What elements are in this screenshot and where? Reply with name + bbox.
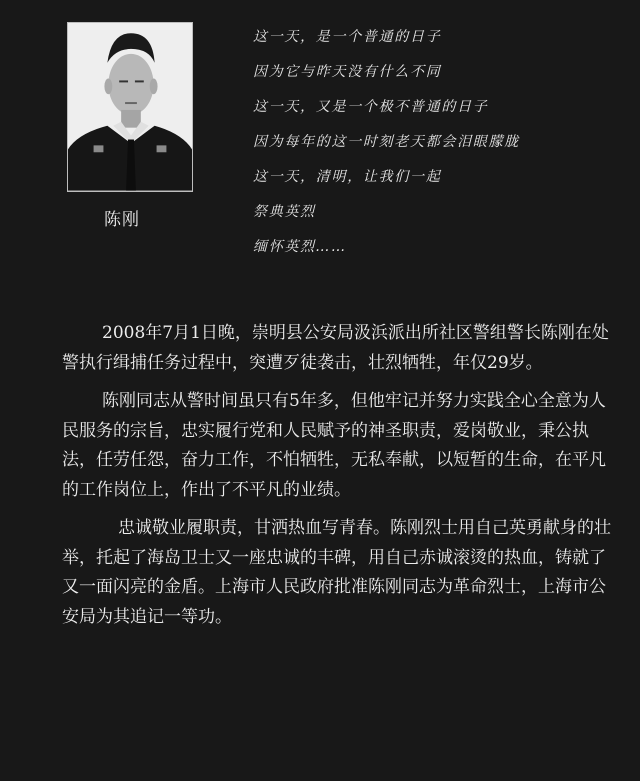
- article-paragraph: 忠诚敬业履职责，甘洒热血写青春。陈刚烈士用自己英勇献身的壮举，托起了海岛卫士又一座忠诚的丰碑，用自己赤诚滚烫的热血，铸就了又一面闪亮的金盾。上海市人民政府批准陈刚同志为革命烈士，上海市公安局为其追记一等功。: [62, 518, 611, 627]
- poem-line: 祭典英烈: [253, 204, 316, 220]
- article-paragraph: 2008年7月1日晚，崇明县公安局汲浜派出所社区警组警长陈刚在处警执行缉捕任务过程中，突遭歹徒袭击，壮烈牺牲，年仅29岁。: [62, 323, 609, 373]
- memorial-article: [62, 319, 622, 641]
- poem-line: 这一天，清明，让我们一起: [253, 169, 442, 185]
- poem-line: 缅怀英烈……: [253, 239, 348, 255]
- poem-line: 这一天，是一个普通的日子: [253, 29, 442, 45]
- poem-line: 因为它与昨天没有什么不同: [253, 64, 442, 80]
- portrait-name: 陈刚: [104, 210, 140, 230]
- poem-line: 这一天，又是一个极不普通的日子: [253, 99, 489, 115]
- portrait-photo: [67, 22, 193, 192]
- memorial-poem: [253, 26, 633, 271]
- article-paragraph: 陈刚同志从警时间虽只有5年多，但他牢记并努力实践全心全意为人民服务的宗旨，忠实履行党和人民赋予的神圣职责，爱岗敬业，秉公执法，任劳任怨，奋力工作，不怕牺牲，无私奉献，以短暂的生命，在平凡的工作岗位上，作出了不平凡的业绩。: [62, 391, 606, 500]
- portrait-image: [68, 23, 192, 191]
- poem-line: 因为每年的这一时刻老天都会泪眼朦胧: [253, 134, 520, 150]
